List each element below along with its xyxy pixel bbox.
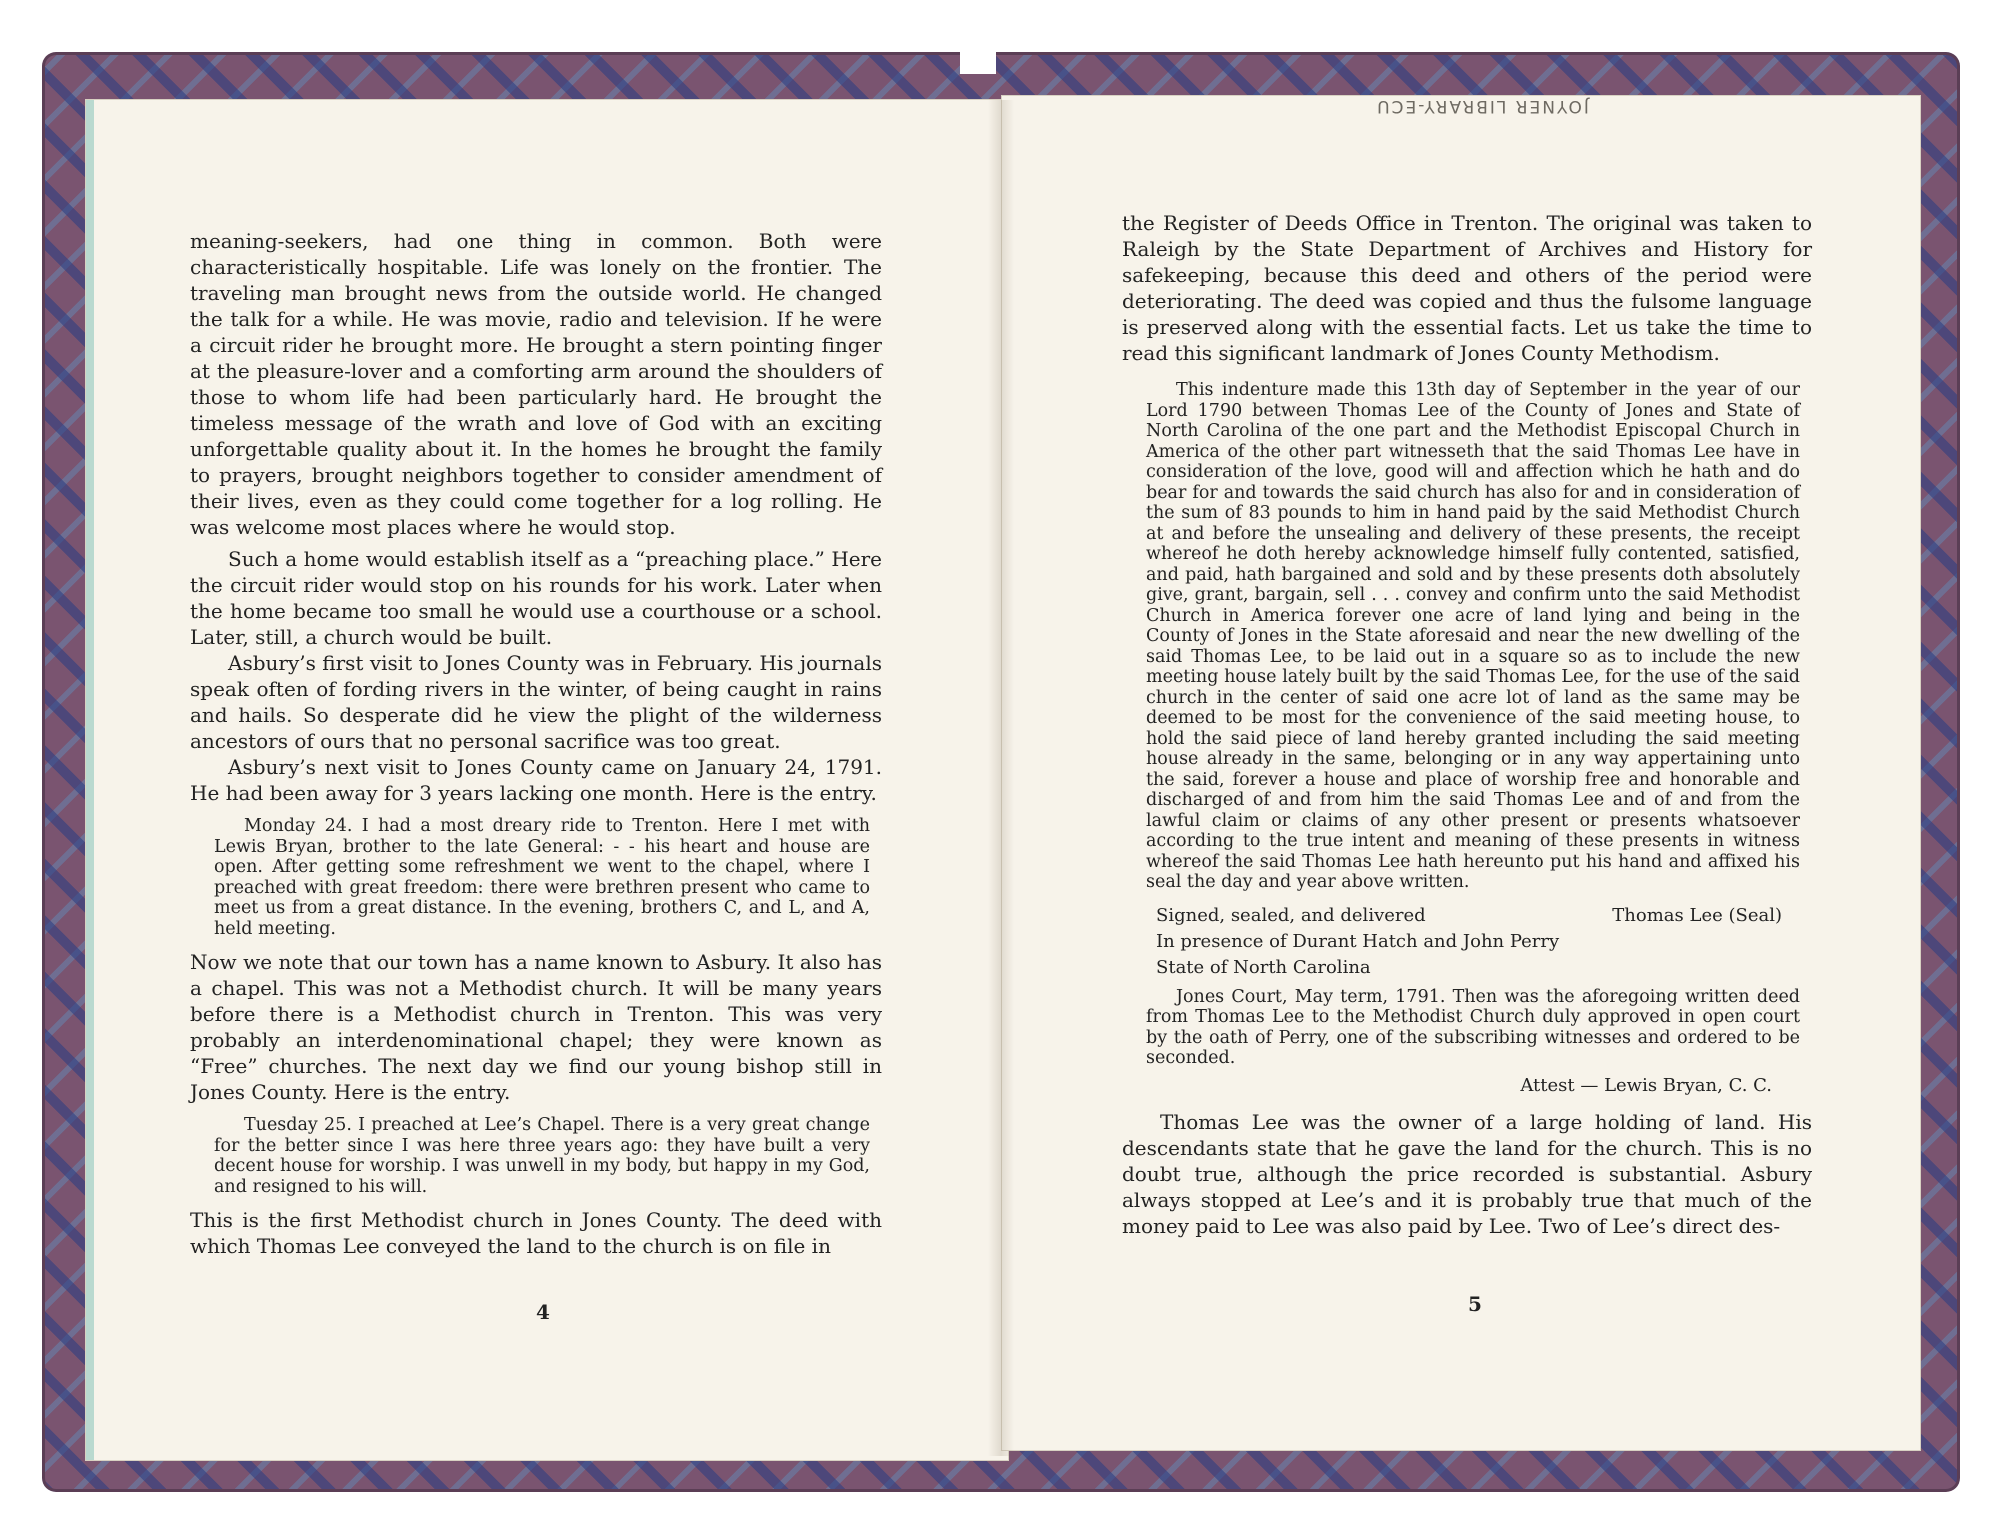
paragraph: Asbury’s next visit to Jones County came on January 24, 1791. He had been away for 3 years lacking one month. Here is the entry. <box>190 755 882 805</box>
court-record: Jones Court, May term, 1791. Then was the aforegoing written deed from Thomas Lee to the Methodist Church duly approved in open court by the oath of Perry, one of the subscribing witnesses and ordered to be seconded. <box>1146 986 1800 1068</box>
witnesses-line: In presence of Durant Hatch and John Perry <box>1156 930 1560 952</box>
library-stamp: JOYNER LIBRARY-ECU <box>1375 96 1589 116</box>
right-page-text <box>1122 210 1812 1239</box>
spine-notch <box>960 52 996 74</box>
paragraph: the Register of Deeds Office in Trenton. The original was taken to Raleigh by the State Department of Archives and History for safekeeping, because this deed and others of the period were deteriorating. The deed was copied and thus the fulsome language is preserved along with the essential facts. Let us take the time to read this significant landmark of Jones County Methodism. <box>1122 211 1812 365</box>
paragraph: Now we note that our town has a name known to Asbury. It also has a chapel. This was not a Methodist church. It will be many years before there is a Methodist church in Trenton. This was very probably an interdenominational chapel; they were known as “Free” churches. The next day we find our young bishop still in Jones County. Here is the entry. <box>190 950 882 1104</box>
page-number-right: 5 <box>1468 1292 1482 1316</box>
page-number-left: 4 <box>536 1300 550 1324</box>
signed-label: Signed, sealed, and delivered <box>1156 904 1426 926</box>
state-line: State of North Carolina <box>1156 956 1371 978</box>
paragraph: meaning-seekers, had one thing in common. Both were characteristically hospitable. Life was lonely on the frontier. The traveling man brought news from the outside world. He changed the talk for a while. He was movie, radio and television. If he were a circuit rider he brought more. He brought a stern pointing finger at the pleasure-lover and a comforting arm around the shoulders of those to whom life had been particularly hard. He brought the timeless message of the wrath and love of God with an exciting unforgettable quality about it. In the homes he brought the family to prayers, brought neighbors together to consider amendment of their lives, even as they could come together for a log rolling. He was welcome most places where he would stop. <box>190 229 882 539</box>
left-page-text <box>190 228 882 1259</box>
deed-text: This indenture made this 13th day of September in the year of our Lord 1790 between Thomas Lee of the County of Jones and State of North Carolina of the one part and the Methodist Episcopal Church in America of the other part witnesseth that the said Thomas Lee have in consideration of the love, good will and affection which he hath and do bear for and towards the said church has also for and in consideration of the sum of 83 pounds to him in hand paid by the said Methodist Church at and before the unsealing and delivery of these presents, the receipt whereof he doth hereby acknowledge himself fully contented, satisfied, and paid, hath bargained and sold and by these presents doth absolutely give, grant, bargain, sell . . . convey and confirm unto the said Methodist Church in America forever one acre of land lying and being in the County of Jones in the State aforesaid and near the new dwelling of the said Thomas Lee, to be laid out in a square so as to include the new meeting house lately built by the said Thomas Lee, for the use of the said church in the center of said one acre lot of land as the same may be deemed to be most for the convenience of the said meeting house, to hold the said piece of land hereby granted including the said meeting house already in the same, belonging or in any way appertaining unto the said, forever a house and place of worship free and honorable and discharged of and from him the said Thomas Lee and of and from the lawful claim or claims of any other present or presents whatsoever according to the true intent and meaning of these presents in witness whereof the said Thomas Lee hath hereunto put his hand and affixed his seal the day and year above written. <box>1146 380 1800 892</box>
book-gutter <box>988 100 1014 1456</box>
journal-quote-tuesday: Tuesday 25. I preached at Lee’s Chapel. There is a very great change for the better since I was here three years ago: they have built a very decent house for worship. I was unwell in my body, but happy in my God, and resigned to his will. <box>214 1115 870 1197</box>
paragraph: This is the first Methodist church in Jones County. The deed with which Thomas Lee conveyed the land to the church is on file in <box>190 1208 882 1258</box>
paragraph: Asbury’s first visit to Jones County was in February. His journals speak often of fording rivers in the winter, of being caught in rains and hails. So desperate did he view the plight of the wilderness ancestors of ours that no personal sacrifice was too great. <box>190 651 882 753</box>
paragraph: Thomas Lee was the owner of a large holding of land. His descendants state that he gave the land for the church. This is no doubt true, although the price recorded is substantial. Asbury always stopped at Lee’s and it is probably true that much of the money paid to Lee was also paid by Lee. Two of Lee’s direct des- <box>1122 1109 1812 1238</box>
signer-name: Thomas Lee (Seal) <box>1612 904 1782 926</box>
attest-line: Attest — Lewis Bryan, C. C. <box>1520 1074 1772 1096</box>
paragraph: Such a home would establish itself as a “preaching place.” Here the circuit rider would stop on his rounds for his work. Later when the home became too small he would use a courthouse or a school. Later, still, a church would be built. <box>190 547 882 649</box>
journal-quote-monday: Monday 24. I had a most dreary ride to Trenton. Here I met with Lewis Bryan, brother to the late General: - - his heart and house are open. After getting some refreshment we went to the chapel, where I preached with great freedom: there were brethren present who came to meet us from a great distance. In the evening, brothers C, and L, and A, held meeting. <box>214 816 870 939</box>
signature-line <box>1122 903 1812 929</box>
